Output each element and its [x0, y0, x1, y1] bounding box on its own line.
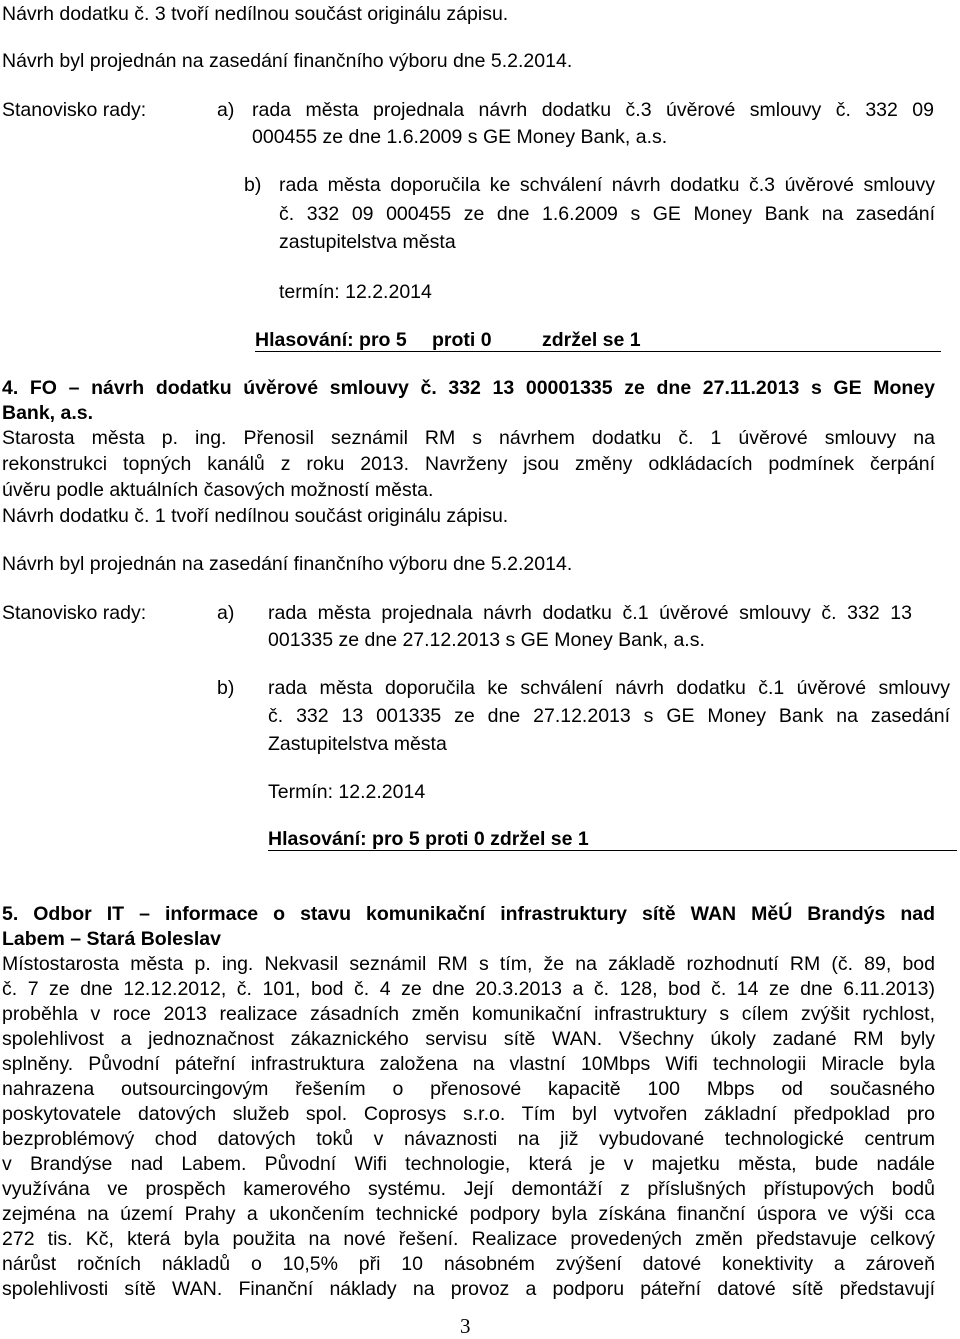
item5-paragraph-line: v Brandýse nad Labem. Původní Wifi technologie, která je v majetku města, bude nadále	[2, 1153, 935, 1175]
item5-paragraph-line: Místostarosta města p. ing. Nekvasil seznámil RM s tím, že na základě rozhodnutí RM (č. 89, bod	[2, 953, 935, 975]
stance-label: Stanovisko rady:	[2, 99, 147, 121]
item5-paragraph-line: proběhla v roce 2013 realizace zásadních změn komunikační infrastruktury s cílem zvýšit rychlost,	[2, 1003, 935, 1025]
item4-heading-line1: 4. FO – návrh dodatku úvěrové smlouvy č. 332 13 00001335 ze dne 27.11.2013 s GE Money	[2, 377, 935, 399]
item5-paragraph-line: využívána ve prospěch kamerového systému. Její demontáží z příslušných přístupových bodů	[2, 1178, 935, 1200]
stance-a-line1: rada města projednala návrh dodatku č.3 úvěrové smlouvy č. 332 09	[252, 99, 934, 121]
stance-b-line2: č. 332 09 000455 ze dne 1.6.2009 s GE Money Bank na zasedání	[279, 203, 935, 225]
annex-note: Návrh dodatku č. 3 tvoří nedílnou součást originálu zápisu.	[2, 3, 509, 25]
item4-stance-b-line3: Zastupitelstva města	[268, 733, 447, 755]
item4-annex-note: Návrh dodatku č. 1 tvoří nedílnou součást originálu zápisu.	[2, 505, 509, 527]
item4-stance-b-line2: č. 332 13 001335 ze dne 27.12.2013 s GE Money Bank na zasedání	[268, 705, 950, 727]
vote-rule	[255, 351, 941, 352]
item4-text-line2: rekonstrukci topných kanálů z roku 2013. Navrženy jsou změny odkládacích podmínek čerpání	[2, 453, 935, 475]
item4-deadline: Termín: 12.2.2014	[268, 781, 426, 803]
item4-stance-a-line1: rada města projednala návrh dodatku č.1 úvěrové smlouvy č. 332 13	[268, 602, 912, 624]
item5-heading-line1: 5. Odbor IT – informace o stavu komunikační infrastruktury sítě WAN MěÚ Brandýs nad	[2, 903, 935, 925]
item5-paragraph-line: nárůst ročních nákladů o 10,5% při 10 násobném zvýšení datové konektivity a zároveň	[2, 1253, 935, 1275]
stance-b-line3: zastupitelstva města	[279, 231, 456, 253]
deadline: termín: 12.2.2014	[279, 281, 432, 303]
item5-paragraph-line: bezproblémový chod datových toků v návaznosti na již vybudované technologické centrum	[2, 1128, 935, 1150]
item4-stance-b-marker: b)	[217, 677, 235, 699]
item4-vote: Hlasování: pro 5 proti 0 zdržel se 1	[268, 828, 589, 850]
vote-for: Hlasování: pro 5	[255, 329, 407, 351]
item5-paragraph-line: nahrazena outsourcingovým řešením o přenosové kapacitě 100 Mbps od současného	[2, 1078, 935, 1100]
item5-paragraph-line: spolehlivosti sítě WAN. Finanční náklady na provoz a podporu páteřní datové sítě představují	[2, 1278, 935, 1300]
item4-text-line1: Starosta města p. ing. Přenosil seznámil RM s návrhem dodatku č. 1 úvěrové smlouvy na	[2, 427, 935, 449]
item4-committee-note: Návrh byl projednán na zasedání finančního výboru dne 5.2.2014.	[2, 553, 573, 575]
stance-a-line2: 000455 ze dne 1.6.2009 s GE Money Bank, a.s.	[252, 126, 668, 148]
stance-b-marker: b)	[244, 174, 262, 196]
committee-note: Návrh byl projednán na zasedání finančního výboru dne 5.2.2014.	[2, 50, 573, 72]
item5-paragraph-line: splněny. Původní páteřní infrastruktura založena na vlastní 10Mbps Wifi technologii Miracle byla	[2, 1053, 935, 1075]
stance-b-line1: rada města doporučila ke schválení návrh dodatku č.3 úvěrové smlouvy	[279, 174, 935, 196]
stance-a-marker: a)	[217, 99, 235, 121]
item4-heading-line2: Bank, a.s.	[2, 402, 94, 424]
item5-paragraph-line: č. 7 ze dne 12.12.2012, č. 101, bod č. 4 ze dne 20.3.2013 a č. 128, bod č. 14 ze dne 6.11.2013)	[2, 978, 935, 1000]
item4-stance-a-line2: 001335 ze dne 27.12.2013 s GE Money Bank, a.s.	[268, 629, 705, 651]
item4-stance-a-marker: a)	[217, 602, 235, 624]
item5-paragraph-line: poskytovatele datových služeb spol. Coprosys s.r.o. Tím byl vytvořen základní předpoklad pro	[2, 1103, 935, 1125]
vote-against: proti 0	[432, 329, 492, 351]
item5-paragraph-line: spolehlivost a jednoznačnost zákaznického servisu sítě WAN. Všechny úkoly zadané RM byly	[2, 1028, 935, 1050]
item4-stance-b-line1: rada města doporučila ke schválení návrh dodatku č.1 úvěrové smlouvy	[268, 677, 950, 699]
vote-abstain: zdržel se 1	[542, 329, 641, 351]
item5-paragraph-line: zejména na území Prahy a ukončením technické podpory byla získána finanční úspora ve výši cca	[2, 1203, 935, 1225]
item5-heading-line2: Labem – Stará Boleslav	[2, 928, 221, 950]
item5-paragraph-line: 272 tis. Kč, která byla použita na nové řešení. Realizace provedených změn představuje celkový	[2, 1228, 935, 1250]
item4-vote-rule	[268, 850, 957, 851]
item4-text-line3: úvěru podle aktuálních časových možností města.	[2, 479, 434, 501]
item4-stance-label: Stanovisko rady:	[2, 602, 147, 624]
page-number: 3	[460, 1314, 471, 1338]
